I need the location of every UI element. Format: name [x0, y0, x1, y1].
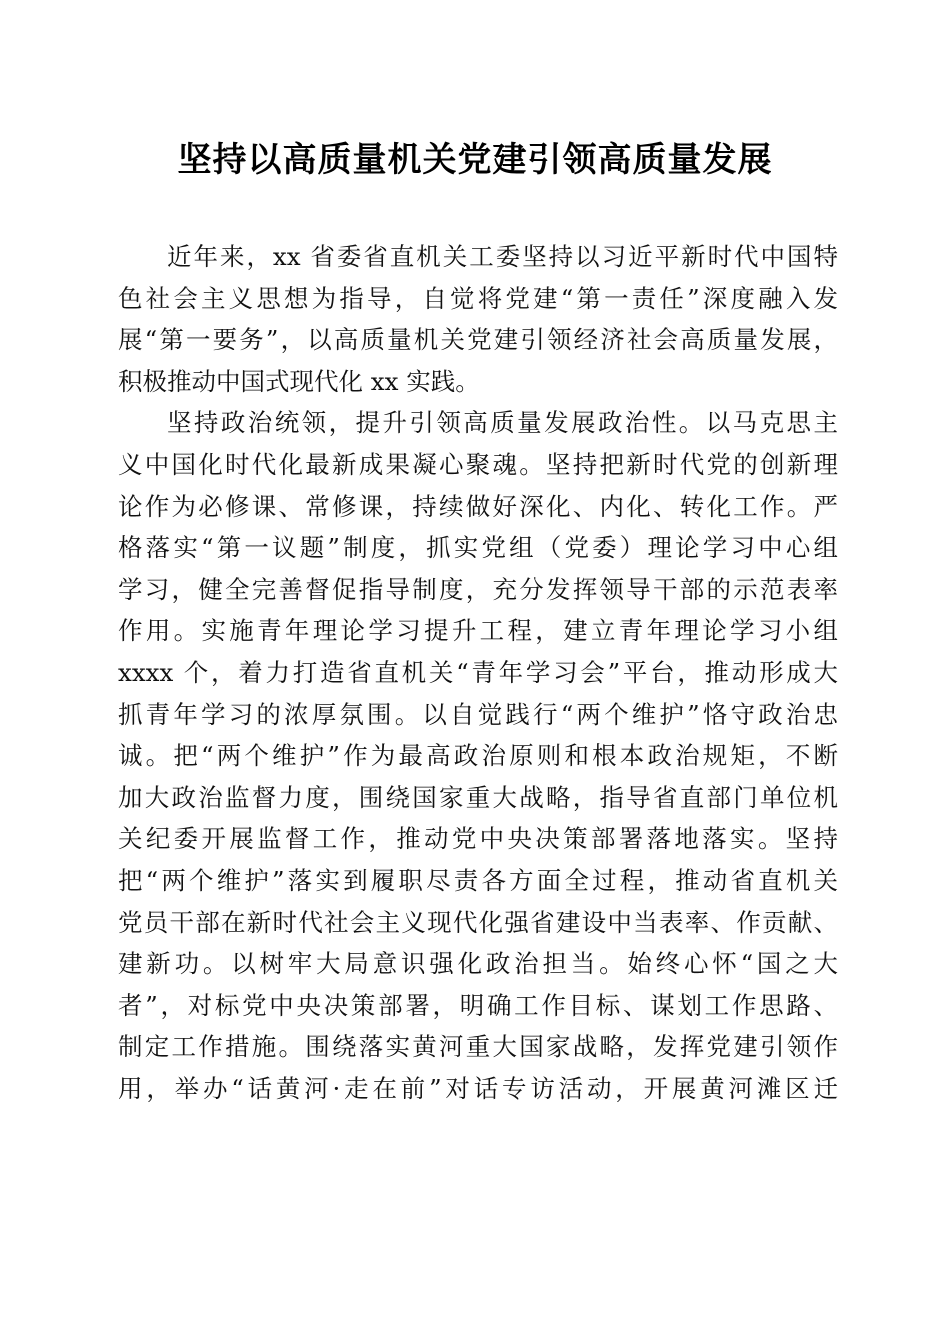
- paragraph-line: 用，举办“话黄河·走在前”对话专访活动，开展黄河滩区迁: [118, 1073, 838, 1103]
- paragraph-line: 抓青年学习的浓厚氛围。以自觉践行“两个维护”恪守政治忠: [118, 699, 838, 729]
- paragraph-line: 积极推动中国式现代化 xx 实践。: [118, 366, 480, 396]
- paragraph-line: 展“第一要务”，以高质量机关党建引领经济社会高质量发展，: [118, 325, 838, 355]
- paragraph-line: 作用。实施青年理论学习提升工程，建立青年理论学习小组: [118, 616, 838, 646]
- paragraph-line: 色社会主义思想为指导，自觉将党建“第一责任”深度融入发: [118, 283, 838, 313]
- paragraph-line: 格落实“第一议题”制度，抓实党组（党委）理论学习中心组: [118, 533, 838, 563]
- paragraph-line: 诚。把“两个维护”作为最高政治原则和根本政治规矩，不断: [118, 741, 838, 771]
- paragraph-2: [118, 402, 838, 1109]
- paragraph-line: 义中国化时代化最新成果凝心聚魂。坚持把新时代党的创新理: [118, 449, 838, 479]
- paragraph-line: 制定工作措施。围绕落实黄河重大国家战略，发挥党建引领作: [118, 1032, 838, 1062]
- paragraph-line: 者”，对标党中央决策部署，明确工作目标、谋划工作思路、: [118, 990, 838, 1020]
- paragraph-line: 加大政治监督力度，围绕国家重大战略，指导省直部门单位机: [118, 782, 838, 812]
- paragraph-line: 把“两个维护”落实到履职尽责各方面全过程，推动省直机关: [118, 865, 838, 895]
- document-title: 坚持以高质量机关党建引领高质量发展: [177, 140, 773, 180]
- paragraph-line: 关纪委开展监督工作，推动党中央决策部署落地落实。坚持: [118, 824, 838, 854]
- paragraph-line: 学习，健全完善督促指导制度，充分发挥领导干部的示范表率: [118, 574, 838, 604]
- paragraph-line: 论作为必修课、常修课，持续做好深化、内化、转化工作。严: [118, 491, 838, 521]
- paragraph-1: [118, 236, 838, 402]
- document-body: [118, 236, 838, 1109]
- paragraph-line: 坚持政治统领，提升引领高质量发展政治性。以马克思主: [167, 408, 838, 438]
- paragraph-line: 党员干部在新时代社会主义现代化强省建设中当表率、作贡献、: [118, 907, 838, 937]
- paragraph-line: 建新功。以树牢大局意识强化政治担当。始终心怀“国之大: [118, 949, 838, 979]
- paragraph-line: xxxx 个，着力打造省直机关“青年学习会”平台，推动形成大: [118, 657, 838, 687]
- paragraph-line: 近年来，xx 省委省直机关工委坚持以习近平新时代中国特: [167, 242, 838, 271]
